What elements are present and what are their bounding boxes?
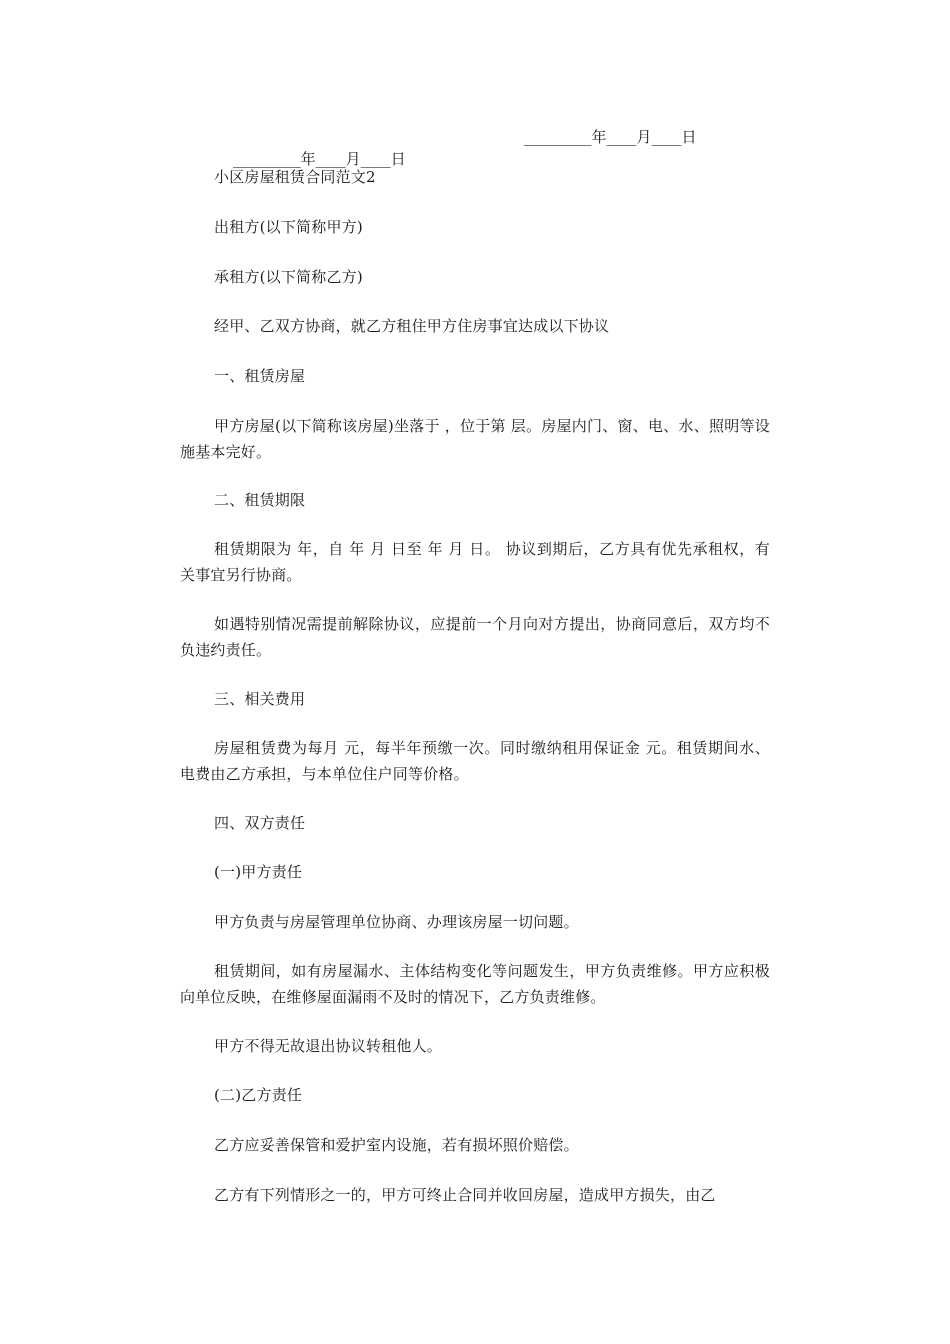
agreement-intro: 经甲、乙双方协商，就乙方租住甲方住房事宜达成以下协议 xyxy=(214,317,610,335)
clause-paragraph: 租赁期间，如有房屋漏水、主体结构变化等问题发生，甲方负责维修。甲方应积极向单位反映，在维修屋面漏雨不及时的情况下，乙方负责维修。 xyxy=(180,962,770,1006)
clause-paragraph: 乙方有下列情形之一的，甲方可终止合同并收回房屋，造成甲方损失，由乙 xyxy=(214,1186,716,1204)
section-heading-4: 四、双方责任 xyxy=(214,814,306,832)
section-heading-1: 一、租赁房屋 xyxy=(214,367,306,385)
clause-paragraph: 乙方应妥善保管和爱护室内设施，若有损坏照价赔偿。 xyxy=(214,1136,579,1154)
clause-paragraph: 房屋租赁费为每月 元，每半年预缴一次。同时缴纳租用保证金 元。租赁期间水、电费由乙方承担，与本单位住户同等价格。 xyxy=(180,739,770,783)
clause-paragraph: 甲方不得无故退出协议转租他人。 xyxy=(214,1037,443,1055)
clause-paragraph: 如遇特别情况需提前解除协议，应提前一个月向对方提出，协商同意后，双方均不负违约责任。 xyxy=(180,615,770,659)
lessee-line: 承租方(以下简称乙方) xyxy=(214,268,363,286)
subsection-heading-b: (二)乙方责任 xyxy=(214,1086,303,1104)
clause-paragraph: 甲方房屋(以下简称该房屋)坐落于 ，位于第 层。房屋内门、窗、电、水、照明等设施基本完好。 xyxy=(180,417,770,461)
signature-date-right: _________年____月____日 xyxy=(524,128,697,146)
signature-date-left: _________年____月____日 xyxy=(233,150,406,168)
clause-paragraph: 租赁期限为 年，自 年 月 日至 年 月 日。 协议到期后，乙方具有优先承租权，有关事宜另行协商。 xyxy=(180,540,770,584)
subsection-heading-a: (一)甲方责任 xyxy=(214,863,303,881)
lessor-line: 出租方(以下简称甲方) xyxy=(214,218,363,236)
clause-paragraph: 甲方负责与房屋管理单位协商、办理该房屋一切问题。 xyxy=(214,913,579,931)
contract-title: 小区房屋租赁合同范文2 xyxy=(214,168,376,186)
section-heading-3: 三、相关费用 xyxy=(214,690,306,708)
section-heading-2: 二、租赁期限 xyxy=(214,491,306,509)
